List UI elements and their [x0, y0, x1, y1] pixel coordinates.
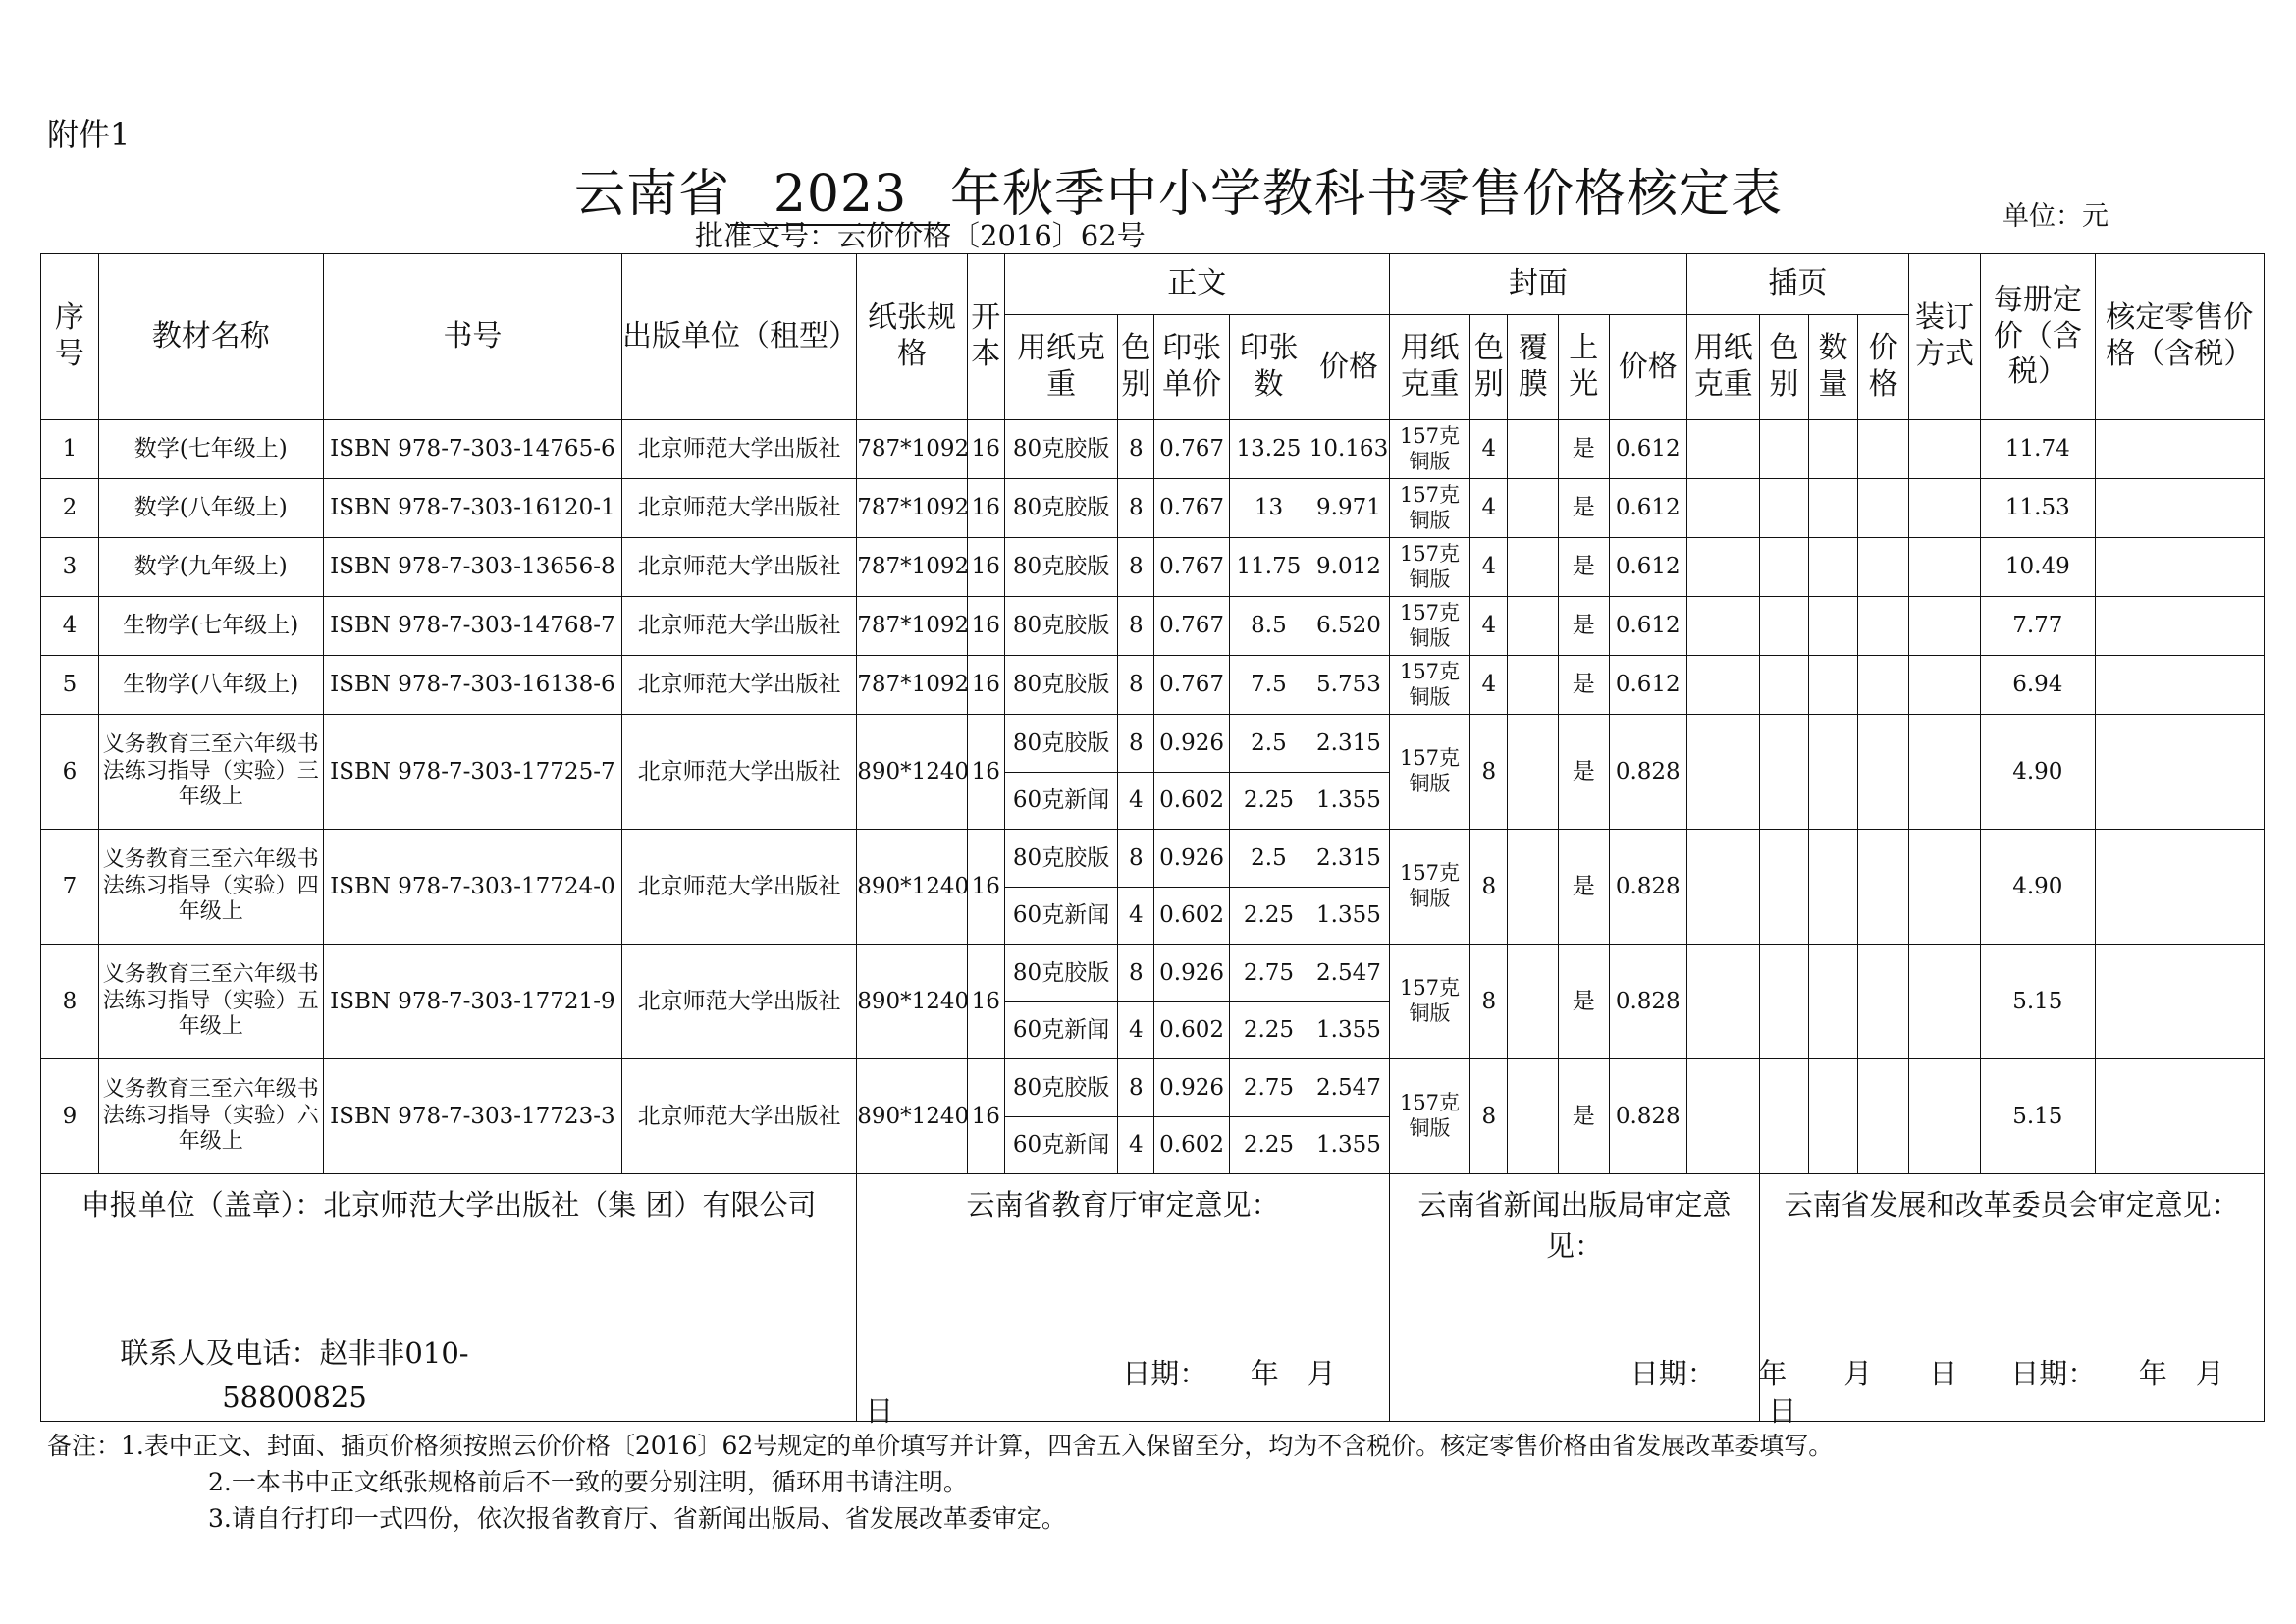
body-unit-price-cell: 0.767 — [1154, 656, 1229, 715]
approval-number: 批准文号：云价价格〔2016〕62号 — [695, 219, 1146, 252]
insert-qty-cell — [1808, 715, 1858, 830]
paper-size-cell: 890*1240 — [857, 715, 967, 830]
body-price-cell: 1.355 — [1308, 1001, 1390, 1059]
isbn-cell: ISBN 978-7-303-13656-8 — [323, 538, 621, 597]
header-body: 正文 — [1004, 254, 1389, 315]
body-price-cell: 2.315 — [1308, 715, 1390, 773]
header-cover-price: 价格 — [1609, 315, 1686, 420]
insert-price-cell — [1858, 420, 1909, 479]
table-row — [41, 656, 2265, 715]
header-insert-price: 价格 — [1858, 315, 1909, 420]
cover-laminate-cell — [1508, 538, 1559, 597]
cover-gloss-cell: 是 — [1558, 945, 1609, 1059]
insert-color-cell — [1760, 715, 1809, 830]
name-cell: 数学(七年级上) — [98, 420, 323, 479]
header-insert: 插页 — [1687, 254, 1909, 315]
list-price-cell: 5.15 — [1981, 945, 2096, 1059]
cover-color-cell: 8 — [1470, 830, 1508, 945]
body-price-cell: 6.520 — [1308, 597, 1390, 656]
insert-qty-cell — [1808, 1059, 1858, 1174]
seq-cell: 1 — [41, 420, 99, 479]
paper-size-cell: 787*1092 — [857, 420, 967, 479]
cover-color-cell: 4 — [1470, 597, 1508, 656]
body-paper-cell: 80克胶版 — [1004, 538, 1118, 597]
body-paper-cell: 80克胶版 — [1004, 420, 1118, 479]
body-price-cell: 9.971 — [1308, 479, 1390, 538]
binding-cell — [1908, 830, 1980, 945]
retail-price-cell — [2095, 538, 2264, 597]
cover-price-cell: 0.828 — [1609, 1059, 1686, 1174]
isbn-cell: ISBN 978-7-303-14768-7 — [323, 597, 621, 656]
body-price-cell: 1.355 — [1308, 772, 1390, 830]
body-price-cell: 2.547 — [1308, 945, 1390, 1002]
format-cell: 16 — [967, 420, 1004, 479]
body-unit-price-cell: 0.602 — [1154, 1116, 1229, 1174]
cover-paper-cell: 157克铜版 — [1389, 597, 1470, 656]
body-sheets-cell: 2.75 — [1229, 1059, 1308, 1117]
insert-price-cell — [1858, 538, 1909, 597]
header-paper-size: 纸张规格 — [857, 254, 967, 420]
press-bureau-heading: 云南省新闻出版局审定意见： — [1417, 1188, 1732, 1264]
header-seq: 序号 — [41, 254, 99, 420]
table-row — [41, 830, 2265, 888]
name-cell: 数学(八年级上) — [98, 479, 323, 538]
cover-laminate-cell — [1508, 1059, 1559, 1174]
header-cover: 封面 — [1389, 254, 1686, 315]
body-paper-cell: 60克新闻 — [1004, 772, 1118, 830]
publisher-cell: 北京师范大学出版社 — [621, 945, 856, 1059]
cover-paper-cell: 157克铜版 — [1389, 420, 1470, 479]
retail-price-cell — [2095, 479, 2264, 538]
header-name: 教材名称 — [98, 254, 323, 420]
cover-gloss-cell: 是 — [1558, 1059, 1609, 1174]
cover-color-cell: 8 — [1470, 945, 1508, 1059]
cover-paper-cell: 157克铜版 — [1389, 945, 1470, 1059]
insert-paper-cell — [1687, 715, 1760, 830]
insert-paper-cell — [1687, 945, 1760, 1059]
insert-qty-cell — [1808, 945, 1858, 1059]
body-unit-price-cell: 0.602 — [1154, 772, 1229, 830]
header-cover-laminate: 覆膜 — [1508, 315, 1559, 420]
cover-gloss-cell: 是 — [1558, 656, 1609, 715]
isbn-cell: ISBN 978-7-303-14765-6 — [323, 420, 621, 479]
header-insert-paper: 用纸克重 — [1687, 315, 1760, 420]
note-1: 备注：1.表中正文、封面、插页价格须按照云价价格〔2016〕62号规定的单价填写并计算，四舍五入保留至分，均为不含税价。核定零售价格由省发展改革委填写。 — [47, 1432, 1834, 1460]
insert-price-cell — [1858, 945, 1909, 1059]
insert-qty-cell — [1808, 656, 1858, 715]
header-format: 开本 — [967, 254, 1004, 420]
retail-price-cell — [2095, 420, 2264, 479]
header-binding: 装订方式 — [1908, 254, 1980, 420]
header-cover-gloss: 上光 — [1558, 315, 1609, 420]
body-price-cell: 5.753 — [1308, 656, 1390, 715]
binding-cell — [1908, 945, 1980, 1059]
seq-cell: 5 — [41, 656, 99, 715]
body-unit-price-cell: 0.926 — [1154, 715, 1229, 773]
cover-price-cell: 0.828 — [1609, 715, 1686, 830]
body-sheets-cell: 2.25 — [1229, 772, 1308, 830]
insert-color-cell — [1760, 538, 1809, 597]
press-bureau-date: 日期： 年 月 日 — [1629, 1357, 1958, 1390]
body-paper-cell: 60克新闻 — [1004, 1001, 1118, 1059]
body-sheets-cell: 13 — [1229, 479, 1308, 538]
body-price-cell: 1.355 — [1308, 1116, 1390, 1174]
body-paper-cell: 80克胶版 — [1004, 656, 1118, 715]
body-price-cell: 1.355 — [1308, 887, 1390, 945]
body-unit-price-cell: 0.767 — [1154, 538, 1229, 597]
edu-dept-date: 日期： 年 月 — [1122, 1357, 1336, 1390]
body-unit-price-cell: 0.926 — [1154, 1059, 1229, 1117]
isbn-cell: ISBN 978-7-303-16138-6 — [323, 656, 621, 715]
paper-size-cell: 890*1240 — [857, 1059, 967, 1174]
cover-color-cell: 4 — [1470, 538, 1508, 597]
publisher-cell: 北京师范大学出版社 — [621, 420, 856, 479]
list-price-cell: 4.90 — [1981, 830, 2096, 945]
binding-cell — [1908, 538, 1980, 597]
header-list-price: 每册定价（含税） — [1981, 254, 2096, 420]
body-color-cell: 8 — [1118, 420, 1154, 479]
cover-laminate-cell — [1508, 656, 1559, 715]
retail-price-cell — [2095, 597, 2264, 656]
isbn-cell: ISBN 978-7-303-17723-3 — [323, 1059, 621, 1174]
publisher-cell: 北京师范大学出版社 — [621, 597, 856, 656]
cover-paper-cell: 157克铜版 — [1389, 538, 1470, 597]
format-cell: 16 — [967, 479, 1004, 538]
insert-price-cell — [1858, 479, 1909, 538]
seq-cell: 2 — [41, 479, 99, 538]
body-paper-cell: 80克胶版 — [1004, 945, 1118, 1002]
binding-cell — [1908, 656, 1980, 715]
insert-color-cell — [1760, 420, 1809, 479]
body-unit-price-cell: 0.926 — [1154, 830, 1229, 888]
table-row — [41, 538, 2265, 597]
table-row — [41, 715, 2265, 773]
table-row — [41, 945, 2265, 1002]
body-price-cell: 9.012 — [1308, 538, 1390, 597]
cover-gloss-cell: 是 — [1558, 420, 1609, 479]
name-cell: 义务教育三至六年级书法练习指导（实验）四年级上 — [98, 830, 323, 945]
insert-qty-cell — [1808, 538, 1858, 597]
header-body-unit-price: 印张单价 — [1154, 315, 1229, 420]
unit-label: 单位：元 — [2002, 201, 2109, 232]
format-cell: 16 — [967, 538, 1004, 597]
cover-price-cell: 0.612 — [1609, 597, 1686, 656]
body-price-cell: 10.163 — [1308, 420, 1390, 479]
list-price-cell: 10.49 — [1981, 538, 2096, 597]
name-cell: 义务教育三至六年级书法练习指导（实验）五年级上 — [98, 945, 323, 1059]
cover-gloss-cell: 是 — [1558, 715, 1609, 830]
applicant-box — [41, 1174, 857, 1422]
header-retail-price: 核定零售价格（含税） — [2095, 254, 2264, 420]
body-color-cell: 8 — [1118, 479, 1154, 538]
binding-cell — [1908, 479, 1980, 538]
body-paper-cell: 80克胶版 — [1004, 479, 1118, 538]
insert-qty-cell — [1808, 420, 1858, 479]
cover-paper-cell: 157克铜版 — [1389, 1059, 1470, 1174]
cover-laminate-cell — [1508, 945, 1559, 1059]
note-2: 2.一本书中正文纸张规格前后不一致的要分别注明，循环用书请注明。 — [208, 1468, 968, 1496]
seq-cell: 7 — [41, 830, 99, 945]
table-row — [41, 1059, 2265, 1117]
header-body-color: 色别 — [1118, 315, 1154, 420]
cover-price-cell: 0.612 — [1609, 420, 1686, 479]
cover-gloss-cell: 是 — [1558, 479, 1609, 538]
format-cell: 16 — [967, 715, 1004, 830]
edu-dept-heading: 云南省教育厅审定意见： — [966, 1188, 1280, 1221]
press-bureau-box — [1389, 1174, 1958, 1422]
name-cell: 生物学(八年级上) — [98, 656, 323, 715]
body-paper-cell: 80克胶版 — [1004, 715, 1118, 773]
table-row — [41, 597, 2265, 656]
body-color-cell: 8 — [1118, 830, 1154, 888]
insert-price-cell — [1858, 1059, 1909, 1174]
body-sheets-cell: 8.5 — [1229, 597, 1308, 656]
body-color-cell: 8 — [1118, 656, 1154, 715]
body-sheets-cell: 11.75 — [1229, 538, 1308, 597]
applicant-text: 申报单位（盖章）：北京师范大学出版社（集 团）有限公司 — [80, 1188, 817, 1221]
body-paper-cell: 80克胶版 — [1004, 597, 1118, 656]
paper-size-cell: 890*1240 — [857, 830, 967, 945]
edu-dept-box — [857, 1174, 1390, 1428]
retail-price-cell — [2095, 715, 2264, 830]
body-color-cell: 4 — [1118, 887, 1154, 945]
body-paper-cell: 60克新闻 — [1004, 1116, 1118, 1174]
body-unit-price-cell: 0.767 — [1154, 479, 1229, 538]
body-paper-cell: 80克胶版 — [1004, 830, 1118, 888]
body-color-cell: 4 — [1118, 1116, 1154, 1174]
insert-price-cell — [1858, 597, 1909, 656]
note-3: 3.请自行打印一式四份，依次报省教育厅、省新闻出版局、省发展改革委审定。 — [208, 1504, 1066, 1533]
insert-price-cell — [1858, 715, 1909, 830]
binding-cell — [1908, 597, 1980, 656]
cover-color-cell: 8 — [1470, 715, 1508, 830]
body-price-cell: 2.547 — [1308, 1059, 1390, 1117]
header-insert-qty: 数量 — [1808, 315, 1858, 420]
publisher-cell: 北京师范大学出版社 — [621, 479, 856, 538]
cover-price-cell: 0.828 — [1609, 945, 1686, 1059]
cover-price-cell: 0.828 — [1609, 830, 1686, 945]
cover-gloss-cell: 是 — [1558, 538, 1609, 597]
body-color-cell: 8 — [1118, 1059, 1154, 1117]
publisher-cell: 北京师范大学出版社 — [621, 830, 856, 945]
isbn-cell: ISBN 978-7-303-16120-1 — [323, 479, 621, 538]
binding-cell — [1908, 715, 1980, 830]
body-unit-price-cell: 0.602 — [1154, 1001, 1229, 1059]
list-price-cell: 11.53 — [1981, 479, 2096, 538]
body-sheets-cell: 2.5 — [1229, 715, 1308, 773]
seq-cell: 9 — [41, 1059, 99, 1174]
binding-cell — [1908, 420, 1980, 479]
list-price-cell: 7.77 — [1981, 597, 2096, 656]
header-body-price: 价格 — [1308, 315, 1390, 420]
title-year: 2023 — [730, 165, 950, 226]
insert-color-cell — [1760, 1059, 1809, 1174]
list-price-cell: 4.90 — [1981, 715, 2096, 830]
insert-qty-cell — [1808, 479, 1858, 538]
publisher-cell: 北京师范大学出版社 — [621, 1059, 856, 1174]
retail-price-cell — [2095, 830, 2264, 945]
body-paper-cell: 80克胶版 — [1004, 1059, 1118, 1117]
cover-laminate-cell — [1508, 715, 1559, 830]
seq-cell: 4 — [41, 597, 99, 656]
body-sheets-cell: 13.25 — [1229, 420, 1308, 479]
cover-color-cell: 4 — [1470, 656, 1508, 715]
cover-paper-cell: 157克铜版 — [1389, 479, 1470, 538]
cover-color-cell: 8 — [1470, 1059, 1508, 1174]
body-color-cell: 4 — [1118, 772, 1154, 830]
cover-laminate-cell — [1508, 479, 1559, 538]
insert-paper-cell — [1687, 538, 1760, 597]
header-cover-paper: 用纸克重 — [1389, 315, 1470, 420]
insert-price-cell — [1858, 656, 1909, 715]
title-prefix: 云南省 — [574, 165, 731, 224]
title-suffix: 年秋季中小学教科书零售价格核定表 — [950, 165, 1784, 224]
format-cell: 16 — [967, 945, 1004, 1059]
isbn-cell: ISBN 978-7-303-17725-7 — [323, 715, 621, 830]
paper-size-cell: 890*1240 — [857, 945, 967, 1059]
insert-paper-cell — [1687, 830, 1760, 945]
publisher-cell: 北京师范大学出版社 — [621, 656, 856, 715]
body-color-cell: 8 — [1118, 945, 1154, 1002]
insert-paper-cell — [1687, 1059, 1760, 1174]
body-sheets-cell: 2.75 — [1229, 945, 1308, 1002]
insert-color-cell — [1760, 656, 1809, 715]
name-cell: 义务教育三至六年级书法练习指导（实验）六年级上 — [98, 1059, 323, 1174]
ndrc-heading: 云南省发展和改革委员会审定意见： — [1784, 1188, 2240, 1221]
retail-price-cell — [2095, 1059, 2264, 1174]
cover-gloss-cell: 是 — [1558, 830, 1609, 945]
body-paper-cell: 60克新闻 — [1004, 887, 1118, 945]
insert-paper-cell — [1687, 656, 1760, 715]
body-color-cell: 8 — [1118, 538, 1154, 597]
name-cell: 数学(九年级上) — [98, 538, 323, 597]
name-cell: 义务教育三至六年级书法练习指导（实验）三年级上 — [98, 715, 323, 830]
insert-color-cell — [1760, 479, 1809, 538]
list-price-cell: 5.15 — [1981, 1059, 2096, 1174]
contact-text: 联系人及电话：赵非非010-58800825 — [120, 1336, 469, 1414]
header-body-sheets: 印张数 — [1229, 315, 1308, 420]
cover-laminate-cell — [1508, 420, 1559, 479]
header-publisher: 出版单位（租型） — [621, 254, 856, 420]
attachment-label: 附件1 — [47, 116, 131, 153]
table-row — [41, 420, 2265, 479]
edu-dept-day: 日 — [865, 1394, 894, 1428]
body-color-cell: 8 — [1118, 597, 1154, 656]
insert-paper-cell — [1687, 597, 1760, 656]
ndrc-date: 日期： 年 月 — [2010, 1357, 2224, 1390]
insert-color-cell — [1760, 830, 1809, 945]
body-unit-price-cell: 0.926 — [1154, 945, 1229, 1002]
body-sheets-cell: 7.5 — [1229, 656, 1308, 715]
header-insert-color: 色别 — [1760, 315, 1809, 420]
cover-paper-cell: 157克铜版 — [1389, 715, 1470, 830]
insert-qty-cell — [1808, 830, 1858, 945]
cover-price-cell: 0.612 — [1609, 479, 1686, 538]
format-cell: 16 — [967, 1059, 1004, 1174]
body-unit-price-cell: 0.767 — [1154, 420, 1229, 479]
cover-price-cell: 0.612 — [1609, 538, 1686, 597]
paper-size-cell: 787*1092 — [857, 656, 967, 715]
header-isbn: 书号 — [323, 254, 621, 420]
seq-cell: 3 — [41, 538, 99, 597]
insert-price-cell — [1858, 830, 1909, 945]
body-sheets-cell: 2.25 — [1229, 887, 1308, 945]
insert-color-cell — [1760, 945, 1809, 1059]
price-table — [40, 253, 2265, 1428]
insert-qty-cell — [1808, 597, 1858, 656]
isbn-cell: ISBN 978-7-303-17721-9 — [323, 945, 621, 1059]
paper-size-cell: 787*1092 — [857, 479, 967, 538]
table-row — [41, 479, 2265, 538]
insert-color-cell — [1760, 597, 1809, 656]
cover-paper-cell: 157克铜版 — [1389, 830, 1470, 945]
insert-paper-cell — [1687, 479, 1760, 538]
ndrc-box — [1760, 1174, 2265, 1428]
publisher-cell: 北京师范大学出版社 — [621, 715, 856, 830]
body-sheets-cell: 2.25 — [1229, 1116, 1308, 1174]
body-unit-price-cell: 0.602 — [1154, 887, 1229, 945]
binding-cell — [1908, 1059, 1980, 1174]
format-cell: 16 — [967, 830, 1004, 945]
paper-size-cell: 787*1092 — [857, 597, 967, 656]
header-body-paper: 用纸克重 — [1004, 315, 1118, 420]
seq-cell: 6 — [41, 715, 99, 830]
body-unit-price-cell: 0.767 — [1154, 597, 1229, 656]
publisher-cell: 北京师范大学出版社 — [621, 538, 856, 597]
format-cell: 16 — [967, 656, 1004, 715]
cover-color-cell: 4 — [1470, 479, 1508, 538]
cover-color-cell: 4 — [1470, 420, 1508, 479]
retail-price-cell — [2095, 945, 2264, 1059]
ndrc-day: 日 — [1768, 1394, 1797, 1428]
cover-gloss-cell: 是 — [1558, 597, 1609, 656]
cover-laminate-cell — [1508, 597, 1559, 656]
insert-paper-cell — [1687, 420, 1760, 479]
body-sheets-cell: 2.25 — [1229, 1001, 1308, 1059]
cover-paper-cell: 157克铜版 — [1389, 656, 1470, 715]
paper-size-cell: 787*1092 — [857, 538, 967, 597]
list-price-cell: 11.74 — [1981, 420, 2096, 479]
seq-cell: 8 — [41, 945, 99, 1059]
body-price-cell: 2.315 — [1308, 830, 1390, 888]
retail-price-cell — [2095, 656, 2264, 715]
body-sheets-cell: 2.5 — [1229, 830, 1308, 888]
cover-price-cell: 0.612 — [1609, 656, 1686, 715]
body-color-cell: 4 — [1118, 1001, 1154, 1059]
format-cell: 16 — [967, 597, 1004, 656]
body-color-cell: 8 — [1118, 715, 1154, 773]
isbn-cell: ISBN 978-7-303-17724-0 — [323, 830, 621, 945]
header-cover-color: 色别 — [1470, 315, 1508, 420]
notes — [47, 1428, 1833, 1537]
list-price-cell: 6.94 — [1981, 656, 2096, 715]
cover-laminate-cell — [1508, 830, 1559, 945]
name-cell: 生物学(七年级上) — [98, 597, 323, 656]
